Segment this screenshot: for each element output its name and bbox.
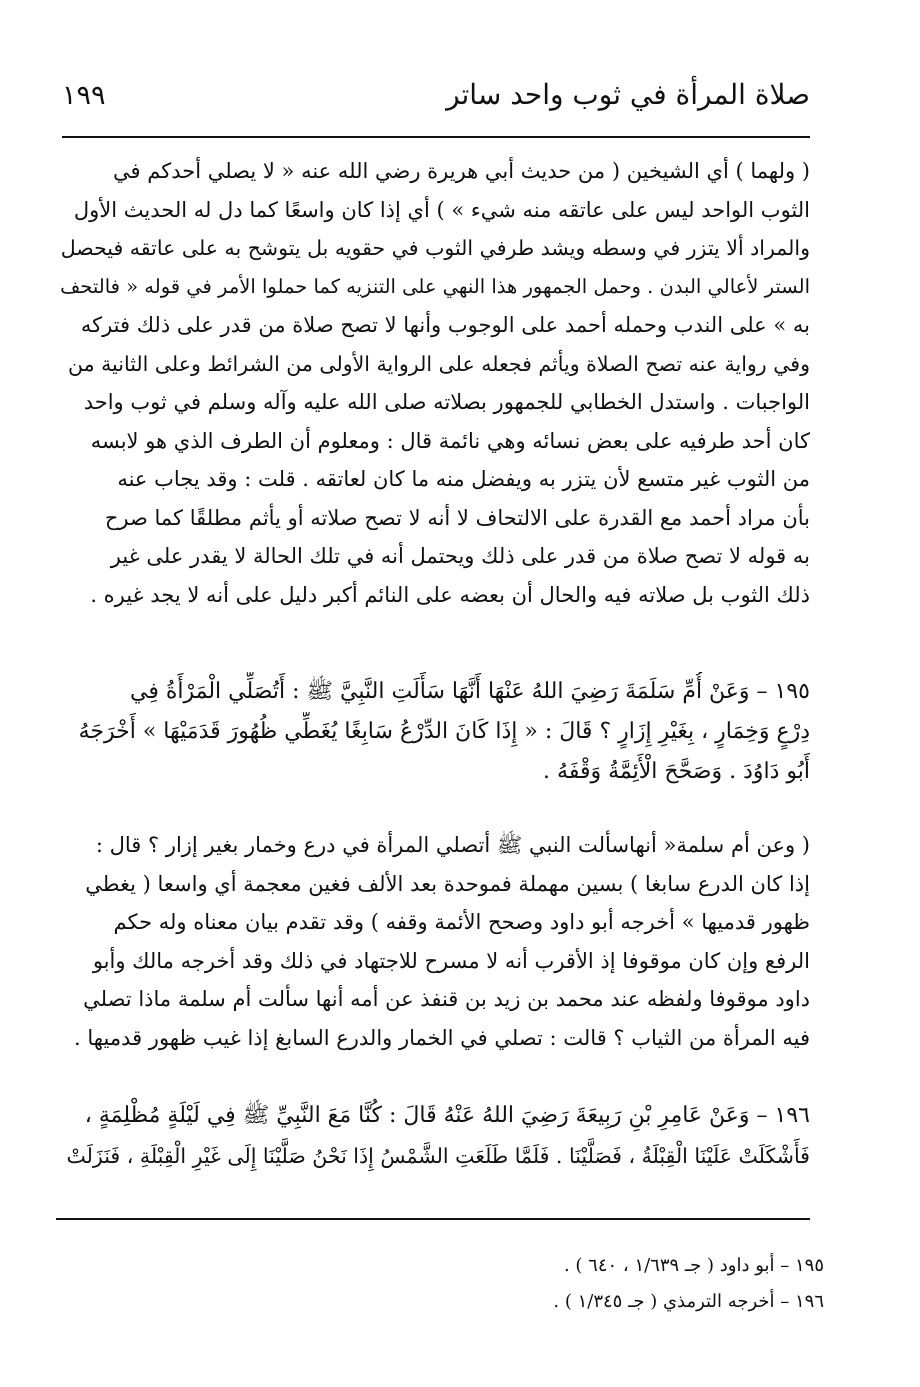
hadith-line: دِرْعٍ وَخِمَارٍ ، بِغَيْرِ إِزَارٍ ؟ قَالَ : « إِذَا كَانَ الدِّرْعُ سَابِغًا يُغَطِّي ظُهُورَ قَدَمَيْهَا » أَخْرَجَهُ (78, 719, 810, 744)
text-line: إذا كان الدرع سابغا ) بسين مهملة فموحدة بعد الألف فغين معجمة أي واسعا ( يغطي (85, 871, 810, 896)
text-line: ظهور قدميها » أخرجه أبو داود وصحح الأئمة وقفه ) وقد تقدم بيان معناه وله حكم (113, 910, 810, 934)
running-title: صلاة المرأة في ثوب واحد ساتر (446, 78, 810, 111)
text-line: داود موقوفا ولفظه عند محمد بن زيد بن قنفذ عن أمه أنها سألت أم سلمة ماذا تصلي (83, 987, 810, 1011)
text-line: والمراد ألا يتزر في وسطه ويشد طرفي الثوب في حقويه بل يتوشح به على عاتقه فيحصل (60, 236, 810, 260)
text-line: به » على الندب وحمله أحمد على الوجوب وأنها لا تصح صلاة من قدر على ذلك فتركه (80, 313, 810, 337)
footnote-195: ١٩٥ – أبو داود ( جـ ١/٦٣٩ ، ٦٤٠ ) . (563, 1255, 824, 1276)
text-line: وفي رواية عنه تصح الصلاة ويأثم فجعله على الرواية الأولى من الشرائط وعلى الثانية من (67, 351, 810, 376)
text-line: الثوب الواحد ليس على عاتقه منه شيء » ) أي إذا كان واسعًا كما دل له الحديث الأول (73, 197, 810, 222)
text-line: كان أحد طرفيه على بعض نسائه وهي نائمة قال : ومعلوم أن الطرف الذي هو لابسه (90, 428, 810, 453)
hadith-196 (56, 1096, 810, 1176)
hadith-line: فَأَشْكَلَتْ عَلَيْنَا الْقِبْلَةُ ، فَصَلَّيْنَا . فَلَمَّا طَلَعَتِ الشَّمْسُ إِذَا نَحْنُ صَلَّيْنَا إِلَى غَيْرِ الْقِبْلَةِ ، فَنَزَلَتْ (66, 1144, 810, 1168)
commentary-paragraph-2 (56, 826, 810, 1057)
text-line: بأن مراد أحمد مع القدرة على الالتحاف لا أنه لا تصح صلاته أو يأثم مطلقًا كما صرح (104, 505, 810, 530)
text-line: الرفع وإن كان موقوفا إذ الأقرب أنه لا مسرح للاجتهاد في ذلك وقد أخرجه مالك وأبو (92, 948, 810, 973)
footnotes (553, 1248, 824, 1320)
hadith-line: ١٩٥ – وَعَنْ أُمِّ سَلَمَةَ رَضِيَ اللهُ عَنْهَا أَنَّهَا سَأَلَتِ النَّبِيَّ ﷺ : أَتُصَلِّي الْمَرْأَةُ فِي (130, 679, 810, 704)
text-line: فيه المرأة من الثياب ؟ قالت : تصلي في الخمار والدرع السابغ إذا غيب ظهور قدميها . (74, 1025, 810, 1050)
text-line: ( ولهما ) أي الشيخين ( من حديث أبي هريرة رضي الله عنه « لا يصلي أحدكم في (113, 159, 810, 183)
footnote-196: ١٩٦ – أخرجه الترمذي ( جـ ١/٣٤٥ ) . (553, 1291, 824, 1312)
text-line: الواجبات . واستدل الخطابي للجمهور بصلاته صلى الله عليه وآله وسلم في ثوب واحد (83, 390, 810, 414)
text-line: ( وعن أم سلمة« أنهاسألت النبي ﷺ أتصلي المرأة في درع وخمار بغير إزار ؟ قال : (95, 833, 810, 857)
header-rule (62, 136, 810, 138)
hadith-line: ١٩٦ – وَعَنْ عَامِرِ بْنِ رَبِيعَةَ رَضِيَ اللهُ عَنْهُ قَالَ : كُنَّا مَعَ النَّبِيِّ ﷺ فِي لَيْلَةٍ مُظْلِمَةٍ ، (84, 1103, 810, 1128)
hadith-line: أَبُو دَاوُدَ . وَصَحَّحَ الْأَئِمَّةُ وَقْفَهُ . (543, 759, 810, 784)
footnote-rule (56, 1218, 810, 1220)
commentary-paragraph-1 (56, 152, 810, 614)
text-line: من الثوب غير متسع لأن يتزر به ويفضل منه ما كان لعاتقه . قلت : وقد يجاب عنه (117, 467, 810, 491)
text-line: الستر لأعالي البدن . وحمل الجمهور هذا النهي على التنزيه كما حملوا الأمر في قوله « فالتحف (60, 274, 810, 298)
page-number: ١٩٩ (62, 80, 106, 111)
hadith-195 (56, 672, 810, 792)
text-line: به قوله لا تصح صلاة من قدر على ذلك ويحتمل أنه في تلك الحالة لا يقدر على غير (110, 544, 810, 568)
page-header (62, 72, 810, 128)
text-line: ذلك الثوب بل صلاته فيه والحال أن بعضه على النائم أكبر دليل على أنه لا يجد غيره . (90, 582, 810, 607)
